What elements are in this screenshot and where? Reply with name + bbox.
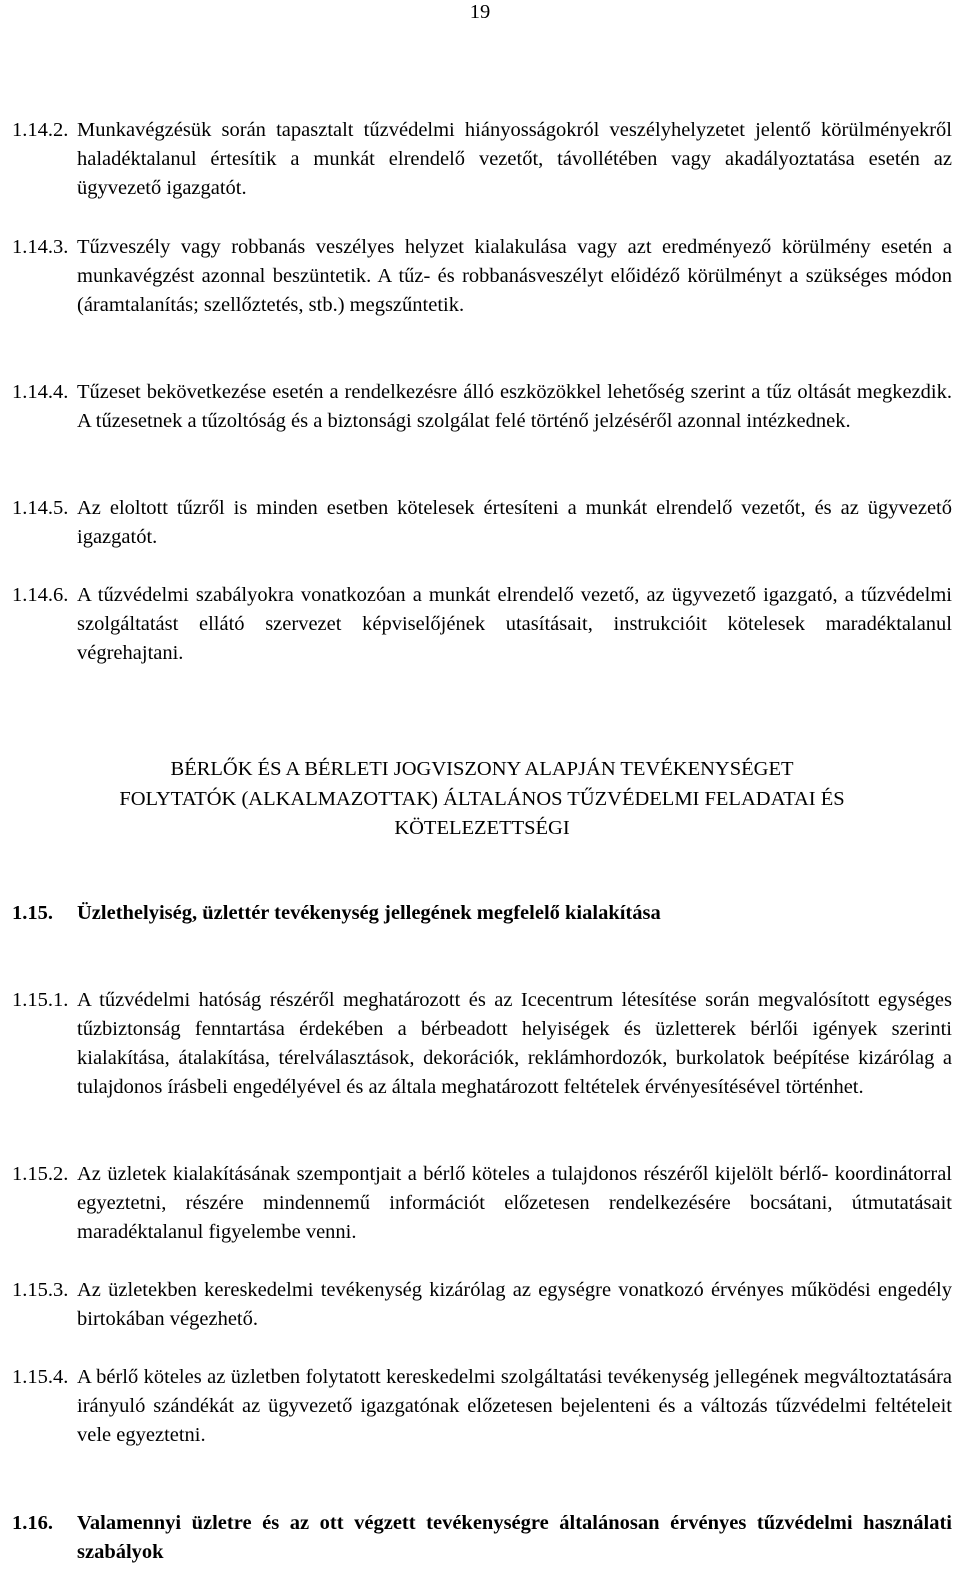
- paragraph-1-15-3: [12, 1276, 952, 1334]
- paragraph-text: Tűzveszély vagy robbanás veszélyes helyzet kialakulása vagy azt eredményező körülmény esetén a munkavégzést azonnal beszüntetik. A tűz- és robbanásveszélyt előidéző körülményt a szükséges módon (áramtalanítás; szellőztetés, stb.) megszűntetik.: [77, 236, 952, 316]
- paragraph-number: 1.15.4.: [12, 1366, 69, 1388]
- paragraph-number: 1.14.4.: [12, 381, 69, 403]
- paragraph-number: 1.14.5.: [12, 497, 69, 519]
- paragraph-number: 1.15.1.: [12, 989, 69, 1011]
- paragraph-text: Az eloltott tűzről is minden esetben kötelesek értesíteni a munkát elrendelő vezetőt, és az ügyvezető igazgatót.: [77, 497, 952, 548]
- paragraph-1-14-2: [12, 116, 952, 203]
- paragraph-text: A tűzvédelmi szabályokra vonatkozóan a munkát elrendelő vezető, az ügyvezető igazgató, a tűzvédelmi szolgáltatást ellátó szervezet képviselőjének utasításait, instrukcióit kötelesek maradéktalanul végrehajtani.: [77, 584, 952, 664]
- section-title: Üzlethelyiség, üzlettér tevékenység jellegének megfelelő kialakítása: [77, 902, 661, 924]
- paragraph-text: A tűzvédelmi hatóság részéről meghatározott és az Icecentrum létesítése során megvalósított egységes tűzbiztonság fenntartása érdekében a bérbeadott helyiségek és üzletterek bérlői igények szerinti kialakítása, átalakítása, térelválasztások, dekorációk, reklámhordozók, burkolatok beépítése kizárólag a tulajdonos írásbeli engedélyével és az általa meghatározott feltételek érvényesítésével történhet.: [77, 989, 952, 1098]
- main-heading-line-3: KÖTELEZETTSÉGI: [394, 817, 570, 839]
- section-heading-1-15: [12, 899, 952, 928]
- paragraph-text: Tűzeset bekövetkezése esetén a rendelkezésre álló eszközökkel lehetőség szerint a tűz oltását megkezdik. A tűzesetnek a tűzoltóság és a biztonsági szolgálat felé történő jelzéséről azonnal intézkednek.: [77, 381, 952, 432]
- paragraph-text: A bérlő köteles az üzletben folytatott kereskedelmi szolgáltatási tevékenység jellegének megváltoztatására irányuló szándékát az ügyvezető igazgatónak előzetesen bejelenteni és a változás tűzvédelmi feltételeit vele egyeztetni.: [77, 1366, 952, 1446]
- main-heading: [12, 755, 952, 844]
- paragraph-number: 1.14.2.: [12, 119, 69, 141]
- section-heading-1-16: [12, 1509, 952, 1567]
- paragraph-text: Munkavégzésük során tapasztalt tűzvédelmi hiányosságokról veszélyhelyzetet jelentő körülményekről haladéktalanul értesítik a munkát elrendelő vezetőt, távollétében vagy akadályoztatása esetén az ügyvezető igazgatót.: [77, 119, 952, 199]
- paragraph-number: 1.14.3.: [12, 236, 69, 258]
- paragraph-1-15-2: [12, 1160, 952, 1247]
- main-heading-line-1: BÉRLŐK ÉS A BÉRLETI JOGVISZONY ALAPJÁN TEVÉKENYSÉGET: [170, 758, 794, 780]
- paragraph-1-15-4: [12, 1363, 952, 1450]
- section-number: 1.16.: [12, 1512, 53, 1534]
- main-heading-line-2: FOLYTATÓK (ALKALMAZOTTAK) ÁLTALÁNOS TŰZVÉDELMI FELADATAI ÉS: [119, 787, 845, 810]
- paragraph-1-14-4: [12, 378, 952, 436]
- paragraph-1-14-6: [12, 581, 952, 668]
- section-title: Valamennyi üzletre és az ott végzett tevékenységre általánosan érvényes tűzvédelmi használati szabályok: [77, 1512, 952, 1563]
- page-number: 19: [469, 1, 491, 23]
- section-number: 1.15.: [12, 902, 53, 924]
- paragraph-1-14-5: [12, 494, 952, 552]
- paragraph-1-15-1: [12, 986, 952, 1102]
- paragraph-text: Az üzletekben kereskedelmi tevékenység kizárólag az egységre vonatkozó érvényes működési engedély birtokában végezhető.: [77, 1279, 952, 1330]
- paragraph-number: 1.14.6.: [12, 584, 69, 606]
- paragraph-1-14-3: [12, 233, 952, 320]
- paragraph-number: 1.15.2.: [12, 1163, 69, 1185]
- paragraph-text: Az üzletek kialakításának szempontjait a bérlő köteles a tulajdonos részéről kijelölt bérlő- koordinátorral egyeztetni, részére mindennemű információt előzetesen rendelkezésére bocsátani, útmutatásait maradéktalanul figyelembe venni.: [77, 1163, 952, 1243]
- paragraph-number: 1.15.3.: [12, 1279, 69, 1301]
